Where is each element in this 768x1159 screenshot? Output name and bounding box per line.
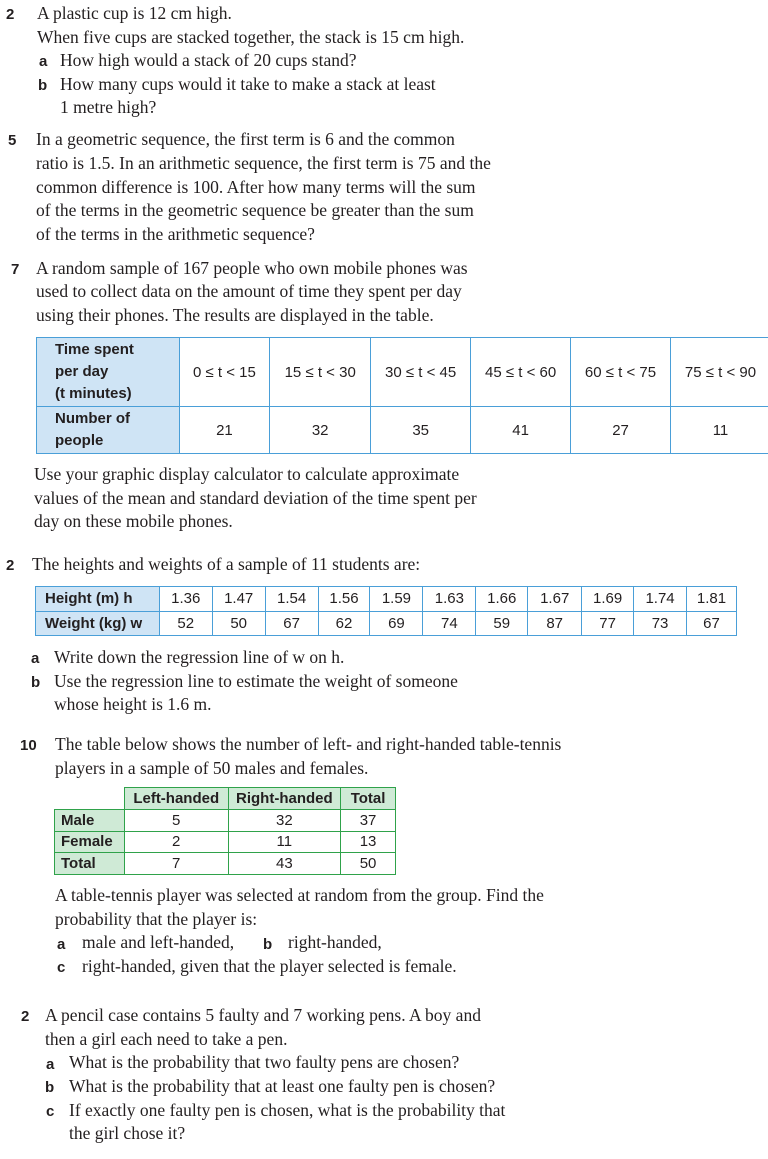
question-text: In a geometric sequence, the first term is 6 and the common: [36, 129, 455, 149]
question-text: Use your graphic display calculator to calculate approximate: [34, 464, 460, 484]
table-row: [55, 831, 396, 853]
weight-cell: 50: [212, 611, 265, 636]
column-header: Total: [341, 788, 396, 810]
weight-cell: 74: [423, 611, 476, 636]
question-text: using their phones. The results are displayed in the table.: [36, 305, 434, 325]
table-cell: 50: [341, 853, 396, 875]
question-text: day on these mobile phones.: [34, 511, 233, 531]
question-text: common difference is 100. After how many terms will the sum: [36, 177, 476, 197]
height-cell: 1.66: [476, 587, 528, 612]
part-label: a: [31, 650, 40, 667]
part-label: c: [46, 1103, 55, 1120]
question-text: The table below shows the number of left- and right-handed table-tennis: [55, 734, 562, 754]
count-cell: 32: [270, 407, 371, 454]
height-cell: 1.36: [159, 587, 212, 612]
time-spent-table: [36, 337, 768, 454]
table-cell: 43: [228, 853, 341, 875]
interval-cell: 60 ≤ t < 75: [571, 338, 671, 407]
weight-cell: 69: [370, 611, 423, 636]
part-label: b: [263, 936, 273, 953]
height-cell: 1.56: [318, 587, 370, 612]
weight-cell: 59: [476, 611, 528, 636]
column-header: Right-handed: [228, 788, 341, 810]
question-number: 7: [11, 261, 20, 278]
count-cell: 21: [179, 407, 270, 454]
part-text: What is the probability that two faulty pens are chosen?: [69, 1052, 460, 1072]
table-row: [55, 788, 396, 810]
table-cell: 37: [341, 809, 396, 831]
question-text: used to collect data on the amount of time they spent per day: [36, 281, 462, 301]
part-label: a: [39, 53, 48, 70]
part-label: b: [45, 1079, 55, 1096]
interval-cell: 0 ≤ t < 15: [179, 338, 270, 407]
question-number: 2: [6, 557, 15, 574]
height-cell: 1.69: [582, 587, 634, 612]
weight-cell: 77: [582, 611, 634, 636]
part-text: right-handed,: [288, 932, 382, 952]
question-number: 2: [21, 1008, 30, 1025]
interval-cell: 30 ≤ t < 45: [371, 338, 471, 407]
question-text: A table-tennis player was selected at random from the group. Find the: [55, 885, 544, 905]
interval-cell: 75 ≤ t < 90: [671, 338, 768, 407]
part-text: male and left-handed,: [82, 932, 235, 952]
table-cell: 5: [124, 809, 228, 831]
count-cell: 11: [671, 407, 768, 454]
part-text: whose height is 1.6 m.: [54, 694, 212, 714]
part-text: 1 metre high?: [60, 97, 157, 117]
question-text: of the terms in the arithmetic sequence?: [36, 224, 315, 244]
height-cell: 1.74: [634, 587, 687, 612]
number-of-people-header: Number of people: [37, 407, 180, 454]
part-label: b: [31, 674, 41, 691]
question-text: ratio is 1.5. In an arithmetic sequence, the first term is 75 and the: [36, 153, 491, 173]
table-cell: 7: [124, 853, 228, 875]
question-text: The heights and weights of a sample of 11 students are:: [32, 554, 421, 574]
part-label: b: [38, 77, 48, 94]
weight-cell: 67: [687, 611, 737, 636]
height-header: Height (m) h: [36, 587, 160, 612]
handedness-table: [54, 787, 396, 875]
table-cell: 2: [124, 831, 228, 853]
weight-cell: 87: [528, 611, 582, 636]
table-cell: 13: [341, 831, 396, 853]
part-text: What is the probability that at least one faulty pen is chosen?: [69, 1076, 496, 1096]
interval-cell: 45 ≤ t < 60: [471, 338, 571, 407]
height-cell: 1.67: [528, 587, 582, 612]
question-text: then a girl each need to take a pen.: [45, 1029, 288, 1049]
part-text: If exactly one faulty pen is chosen, what is the probability that: [69, 1100, 506, 1120]
heights-weights-table: [35, 586, 737, 636]
table-row: [37, 407, 768, 454]
weight-cell: 73: [634, 611, 687, 636]
weight-cell: 52: [159, 611, 212, 636]
weight-cell: 62: [318, 611, 370, 636]
height-cell: 1.47: [212, 587, 265, 612]
interval-cell: 15 ≤ t < 30: [270, 338, 371, 407]
row-header: Male: [55, 809, 125, 831]
part-text: Use the regression line to estimate the weight of someone: [54, 671, 458, 691]
table-row: [36, 587, 737, 612]
height-cell: 1.81: [687, 587, 737, 612]
row-header: Total: [55, 853, 125, 875]
part-label: a: [57, 936, 66, 953]
row-header: Female: [55, 831, 125, 853]
part-text: How many cups would it take to make a stack at least: [60, 74, 436, 94]
table-row: [36, 611, 737, 636]
table-cell: 11: [228, 831, 341, 853]
table-row: [37, 338, 768, 407]
question-text: values of the mean and standard deviation of the time spent per: [34, 488, 477, 508]
part-label: a: [46, 1056, 55, 1073]
count-cell: 27: [571, 407, 671, 454]
question-number: 2: [6, 6, 15, 23]
part-text: the girl chose it?: [69, 1123, 186, 1143]
question-text: When five cups are stacked together, the stack is 15 cm high.: [37, 27, 465, 47]
part-label: c: [57, 959, 66, 976]
question-text: players in a sample of 50 males and females.: [55, 758, 369, 778]
height-cell: 1.54: [265, 587, 318, 612]
weight-header: Weight (kg) w: [36, 611, 160, 636]
question-number: 5: [8, 132, 17, 149]
question-text: A pencil case contains 5 faulty and 7 working pens. A boy and: [45, 1005, 481, 1025]
table-cell: 32: [228, 809, 341, 831]
part-text: How high would a stack of 20 cups stand?: [60, 50, 357, 70]
part-text: Write down the regression line of w on h.: [54, 647, 345, 667]
question-number: 10: [20, 737, 37, 754]
height-cell: 1.59: [370, 587, 423, 612]
table-row: [55, 853, 396, 875]
count-cell: 35: [371, 407, 471, 454]
height-cell: 1.63: [423, 587, 476, 612]
question-text: of the terms in the geometric sequence be greater than the sum: [36, 200, 474, 220]
column-header: Left-handed: [124, 788, 228, 810]
part-text: right-handed, given that the player selected is female.: [82, 956, 457, 976]
table-row: [55, 809, 396, 831]
question-text: A random sample of 167 people who own mobile phones was: [36, 258, 468, 278]
question-text: probability that the player is:: [55, 909, 258, 929]
question-text: A plastic cup is 12 cm high.: [37, 3, 232, 23]
count-cell: 41: [471, 407, 571, 454]
time-spent-header: Time spent per day (t minutes): [37, 338, 180, 407]
weight-cell: 67: [265, 611, 318, 636]
